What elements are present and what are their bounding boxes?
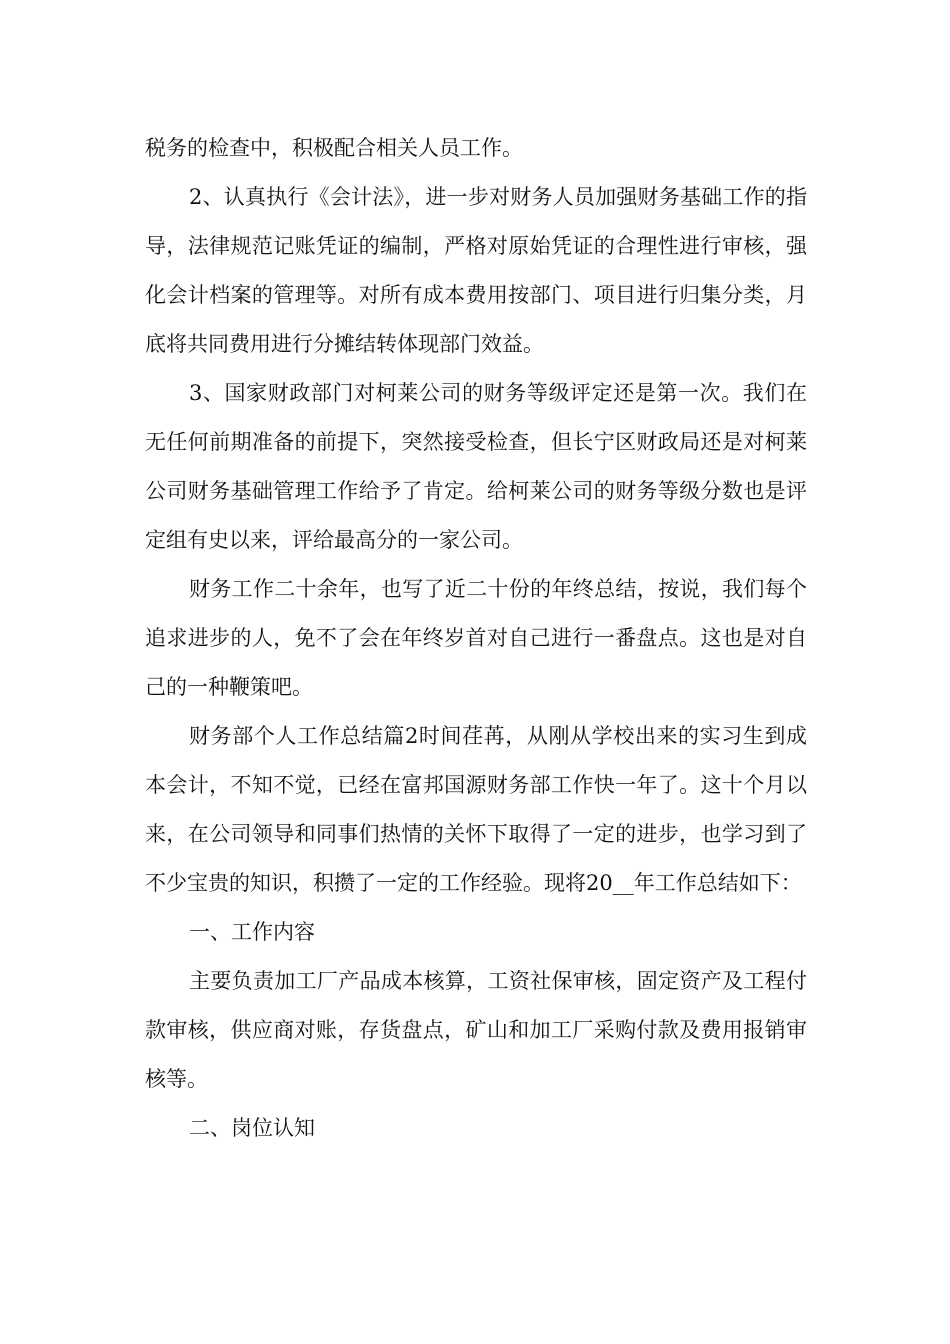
document-body bbox=[145, 124, 807, 1153]
paragraph-item-2: 2、认真执行《会计法》，进一步对财务人员加强财务基础工作的指导，法律规范记账凭证的编制，严格对原始凭证的合理性进行审核，强化会计档案的管理等。对所有成本费用按部门、项目进行归集分类，月底将共同费用进行分摊结转体现部门效益。 bbox=[145, 185, 807, 356]
paragraph-continuation: 税务的检查中，积极配合相关人员工作。 bbox=[145, 136, 523, 160]
section-heading-role-understanding: 二、岗位认知 bbox=[189, 1116, 315, 1140]
paragraph-item-3: 3、国家财政部门对柯莱公司的财务等级评定还是第一次。我们在无任何前期准备的前提下，突然接受检查，但长宁区财政局还是对柯莱公司财务基础管理工作给予了肯定。给柯莱公司的财务等级分数也是评定组有史以来，评给最高分的一家公司。 bbox=[145, 381, 807, 552]
paragraph-work-duties: 主要负责加工厂产品成本核算，工资社保审核，固定资产及工程付款审核，供应商对账，存货盘点，矿山和加工厂采购付款及费用报销审核等。 bbox=[145, 969, 807, 1091]
paragraph-reflection: 财务工作二十余年，也写了近二十份的年终总结，按说，我们每个追求进步的人，免不了会在年终岁首对自己进行一番盘点。这也是对自己的一种鞭策吧。 bbox=[145, 577, 807, 699]
paragraph-summary-intro: 财务部个人工作总结篇2时间荏苒，从刚从学校出来的实习生到成本会计，不知不觉，已经在富邦国源财务部工作快一年了。这十个月以来，在公司领导和同事们热情的关怀下取得了一定的进步，也学习到了不少宝贵的知识，积攒了一定的工作经验。现将20__年工作总结如下： bbox=[145, 724, 807, 895]
section-heading-work-content: 一、工作内容 bbox=[189, 920, 315, 944]
